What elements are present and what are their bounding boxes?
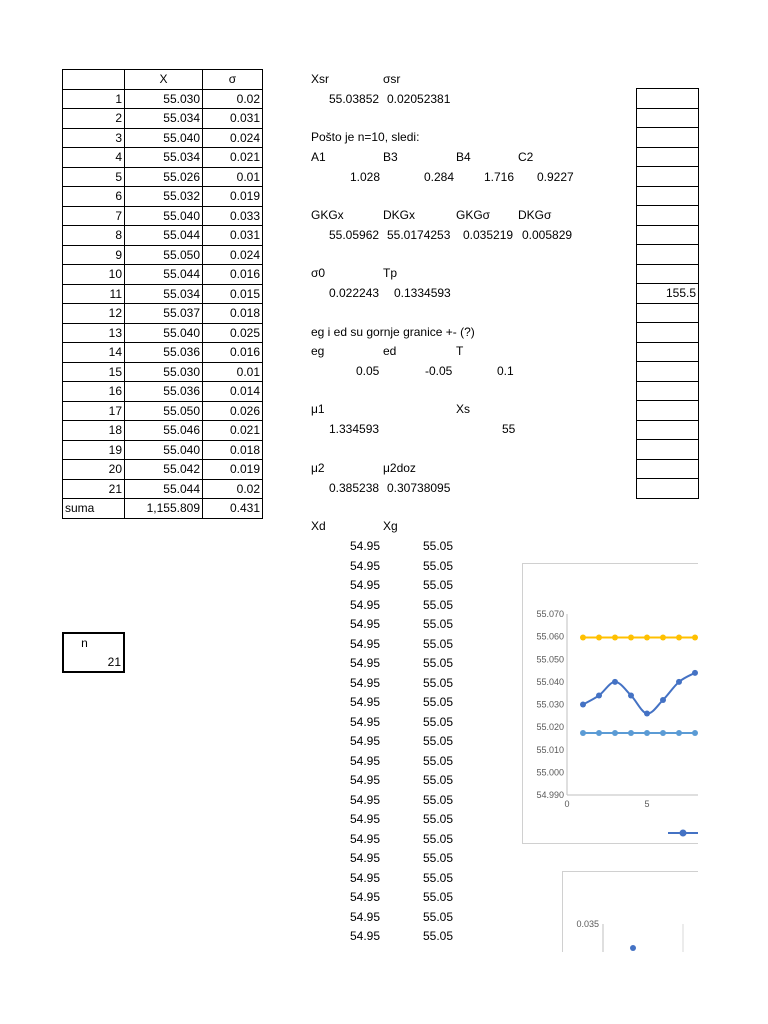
row-index: 7 [63,206,125,226]
xd-value: 54.95 [350,597,381,612]
right-column-cell [637,89,699,109]
row-index: 1 [63,89,125,109]
y-tick-label: 55.030 [536,699,564,710]
b3-value: 0.284 [424,170,455,184]
data-point [596,692,602,698]
xg-label: Xg [383,519,398,533]
right-column-cell [637,264,699,284]
row-index: 5 [63,167,125,187]
row-x-value: 55.037 [125,304,203,324]
t-value: 0.1 [497,364,514,378]
b3-label: B3 [383,150,398,164]
row-index: 19 [63,440,125,460]
row-x-value: 55.044 [125,226,203,246]
table-row [63,226,263,246]
row-sigma-value: 0.01 [203,167,263,187]
row-x-value: 55.040 [125,206,203,226]
data-point [628,730,634,736]
mu1-value: 1.334593 [329,422,380,436]
row-index: 20 [63,460,125,480]
row-index: 9 [63,245,125,265]
right-column-cell: 155.5 [637,284,699,304]
right-column-cell [637,206,699,226]
row-sigma-value: 0.024 [203,128,263,148]
row-index: 17 [63,401,125,421]
a1-value: 1.028 [350,170,381,184]
data-point [612,634,618,640]
table-row [63,401,263,421]
data-point [660,697,666,703]
table-row [63,284,263,304]
row-index: 4 [63,148,125,168]
row-sigma-value: 0.026 [203,401,263,421]
xs-value: 55 [502,422,516,436]
row-index: 2 [63,109,125,129]
xd-value: 54.95 [350,929,381,943]
right-column-row [637,479,699,499]
data-point [630,945,636,951]
right-column-cell [637,420,699,440]
row-sigma-value: 0.018 [203,304,263,324]
xg-value: 55.05 [423,539,454,553]
data-point [628,692,634,698]
xd-value: 54.95 [350,714,381,729]
chart-sigma-svg [563,872,698,952]
xd-value: 54.95 [350,909,381,924]
xd-label: Xd [311,519,326,533]
dkgo-label: DKGσ [518,208,552,222]
chart-x-svg [523,564,698,843]
data-point [660,634,666,640]
data-point [612,730,618,736]
mu2-label: μ2 [311,461,325,475]
n-value: 21 [107,654,121,669]
xg-value: 55.05 [423,812,454,826]
xd-value: 54.95 [350,578,381,592]
table-row [63,148,263,168]
right-column-cell [637,303,699,323]
table-row [63,265,263,285]
right-column-cell [637,245,699,265]
row-sigma-value: 0.024 [203,245,263,265]
right-column-row [637,186,699,206]
row-x-value: 55.030 [125,89,203,109]
row-sigma-value: 0.016 [203,265,263,285]
t-label: T [456,344,464,358]
xg-value: 55.05 [423,773,454,787]
right-column-cell [637,108,699,128]
data-point [596,730,602,736]
row-x-value: 55.032 [125,187,203,207]
right-column-cell [637,440,699,460]
row-sigma-value: 0.021 [203,148,263,168]
row-index: 18 [63,421,125,441]
table-row [63,421,263,441]
control-chart-sigma[interactable] [562,871,698,952]
tp-value: 0.1334593 [394,286,451,300]
data-point [628,634,634,640]
y-tick-label: 54.990 [536,790,564,800]
dkgx-value: 55.0174253 [387,228,451,242]
xg-value: 55.05 [423,734,454,748]
right-column-cell [637,167,699,187]
data-point [660,730,666,736]
right-column-row [637,459,699,479]
gkgx-label: GKGx [311,208,344,222]
row-x-value: 55.050 [125,401,203,421]
osr-label: σsr [383,72,401,86]
data-point [676,679,682,685]
header-index [63,70,125,90]
a1-label: A1 [311,150,326,164]
xg-value: 55.05 [423,929,454,943]
row-sigma-value: 0.015 [203,284,263,304]
row-x-value: 55.034 [125,148,203,168]
table-row [63,245,263,265]
y-tick-label: 55.010 [536,744,564,755]
right-column-row [637,245,699,265]
xd-value: 54.95 [350,870,381,885]
xsr-label: Xsr [311,72,329,86]
header-x: X [125,70,203,90]
xg-value: 55.05 [423,870,454,885]
row-x-value: 55.040 [125,323,203,343]
ed-value: -0.05 [425,364,453,378]
table-sum-row [63,499,263,519]
sum-label: suma [63,499,125,519]
gkgo-value: 0.035219 [463,228,514,242]
row-x-value: 55.036 [125,382,203,402]
n-label: n [81,636,88,651]
xg-value: 55.05 [423,831,454,846]
row-sigma-value: 0.014 [203,382,263,402]
posto-text: Pošto je n=10, sledi: [311,130,420,144]
right-column-row [637,303,699,323]
eg-note: eg i ed su gornje granice +- (?) [311,325,475,339]
row-x-value: 55.050 [125,245,203,265]
table-row [63,89,263,109]
legend-marker [680,830,687,837]
row-sigma-value: 0.019 [203,187,263,207]
xd-value: 54.95 [350,656,381,670]
table-row [63,109,263,129]
right-column-row [637,323,699,343]
xd-value: 54.95 [350,753,381,768]
row-x-value: 55.034 [125,284,203,304]
right-column-row [637,108,699,128]
xg-value: 55.05 [423,617,454,631]
row-sigma-value: 0.02 [203,89,263,109]
n-box [62,632,125,673]
mu2doz-label: μ2doz [383,461,416,475]
row-index: 10 [63,265,125,285]
c2-label: C2 [518,150,534,164]
xd-value: 54.95 [350,539,381,553]
row-x-value: 55.036 [125,343,203,363]
xd-value: 54.95 [350,890,381,904]
table-row [63,323,263,343]
row-sigma-value: 0.016 [203,343,263,363]
xg-value: 55.05 [423,909,454,924]
row-index: 11 [63,284,125,304]
right-column-row [637,420,699,440]
table-row [63,304,263,324]
mu1-label: μ1 [311,402,325,416]
data-point [692,670,698,676]
xg-value: 55.05 [423,890,454,904]
xg-value: 55.05 [423,578,454,592]
data-point [676,730,682,736]
xg-value: 55.05 [423,851,454,865]
right-column-row [637,128,699,148]
row-sigma-value: 0.018 [203,440,263,460]
right-column-cell [637,342,699,362]
xd-value: 54.95 [350,773,381,787]
b4-value: 1.716 [484,170,515,184]
table-row [63,167,263,187]
right-column-cell [637,186,699,206]
row-index: 8 [63,226,125,246]
table-row [63,128,263,148]
eg-label: eg [311,344,325,358]
data-point [644,634,650,640]
control-chart-x[interactable] [522,563,698,844]
row-index: 3 [63,128,125,148]
row-x-value: 55.040 [125,128,203,148]
right-column-cell [637,225,699,245]
right-column-row [637,167,699,187]
row-x-value: 55.044 [125,265,203,285]
y-tick-label: 55.070 [536,609,564,619]
row-sigma-value: 0.031 [203,226,263,246]
right-column-row [637,401,699,421]
header-sigma: σ [203,70,263,90]
sum-sigma: 0.431 [203,499,263,519]
right-column-row [637,342,699,362]
xg-value: 55.05 [423,695,454,709]
table-header-row [63,70,263,90]
eg-value: 0.05 [356,364,380,378]
xd-value: 54.95 [350,675,381,690]
xg-value: 55.05 [423,558,454,573]
y-tick-label: 55.000 [536,767,564,778]
right-column-cell [637,381,699,401]
data-point [644,730,650,736]
right-column-row [637,147,699,167]
row-sigma-value: 0.031 [203,109,263,129]
right-column-cell [637,362,699,382]
o0-label: σ0 [311,266,326,280]
right-column-cell [637,401,699,421]
table-row [63,362,263,382]
mu2-value: 0.385238 [329,481,380,495]
row-x-value: 55.040 [125,440,203,460]
xg-value: 55.05 [423,636,454,651]
xd-value: 54.95 [350,851,381,865]
right-column-row [637,89,699,109]
row-sigma-value: 0.021 [203,421,263,441]
row-x-value: 55.044 [125,479,203,499]
right-column-cell [637,459,699,479]
dkgo-value: 0.005829 [522,228,573,242]
y-tick-label: 55.060 [536,631,564,642]
table-row [63,440,263,460]
dkgx-label: DKGx [383,208,416,222]
row-x-value: 55.042 [125,460,203,480]
data-point [692,634,698,640]
right-column-row [637,264,699,284]
data-point [580,730,586,736]
row-x-value: 55.034 [125,109,203,129]
data-point [580,634,586,640]
tp-label: Tp [383,266,398,280]
mu2doz-value: 0.30738095 [387,481,451,495]
table-row [63,479,263,499]
y-tick-label: 55.050 [536,654,564,665]
b4-label: B4 [456,150,471,164]
right-column-cell [637,479,699,499]
xd-value: 54.95 [350,792,381,807]
right-column-row [637,440,699,460]
row-x-value: 55.026 [125,167,203,187]
right-column-cell [637,147,699,167]
c2-value: 0.9227 [537,170,574,184]
row-index: 16 [63,382,125,402]
row-index: 14 [63,343,125,363]
gkgx-value: 55.05962 [329,228,380,242]
row-index: 6 [63,187,125,207]
data-point [692,730,698,736]
right-column-row [637,225,699,245]
right-column-row [637,206,699,226]
table-row [63,343,263,363]
data-table [62,69,263,519]
right-column [636,88,699,499]
y-tick-label: 55.040 [536,676,564,687]
row-x-value: 55.046 [125,421,203,441]
row-index: 21 [63,479,125,499]
gkgo-label: GKGσ [456,208,491,222]
row-index: 15 [63,362,125,382]
row-sigma-value: 0.02 [203,479,263,499]
xd-value: 54.95 [350,831,381,846]
right-column-cell [637,128,699,148]
x-tick-label: 5 [644,799,650,809]
table-row [63,382,263,402]
xg-value: 55.05 [423,792,454,807]
right-column-row [637,381,699,401]
data-point [596,634,602,640]
row-sigma-value: 0.025 [203,323,263,343]
y-tick-label: 0.035 [576,919,599,929]
data-point [676,634,682,640]
sum-x: 1,155.809 [125,499,203,519]
data-point [644,711,650,717]
right-column-cell [637,323,699,343]
row-index: 12 [63,304,125,324]
table-row [63,187,263,207]
xd-value: 54.95 [350,558,381,573]
row-sigma-value: 0.033 [203,206,263,226]
row-sigma-value: 0.019 [203,460,263,480]
x-tick-label: 0 [564,799,570,809]
osr-value: 0.02052381 [387,92,451,106]
xg-value: 55.05 [423,714,454,729]
row-index: 13 [63,323,125,343]
o0-value: 0.022243 [329,286,380,300]
xg-value: 55.05 [423,656,454,670]
table-row [63,206,263,226]
table-row [63,460,263,480]
data-point [612,679,618,685]
xg-value: 55.05 [423,753,454,768]
xg-value: 55.05 [423,675,454,690]
xd-value: 54.95 [350,636,381,651]
xg-value: 55.05 [423,597,454,612]
xsr-value: 55.03852 [329,92,380,106]
y-tick-label: 55.020 [536,722,564,733]
right-column-row [637,284,699,304]
row-x-value: 55.030 [125,362,203,382]
ed-label: ed [383,344,397,358]
data-point [580,702,586,708]
xd-value: 54.95 [350,617,381,631]
right-column-row [637,362,699,382]
row-sigma-value: 0.01 [203,362,263,382]
xd-value: 54.95 [350,812,381,826]
xs-label: Xs [456,402,471,416]
xd-value: 54.95 [350,734,381,748]
xd-value: 54.95 [350,695,381,709]
